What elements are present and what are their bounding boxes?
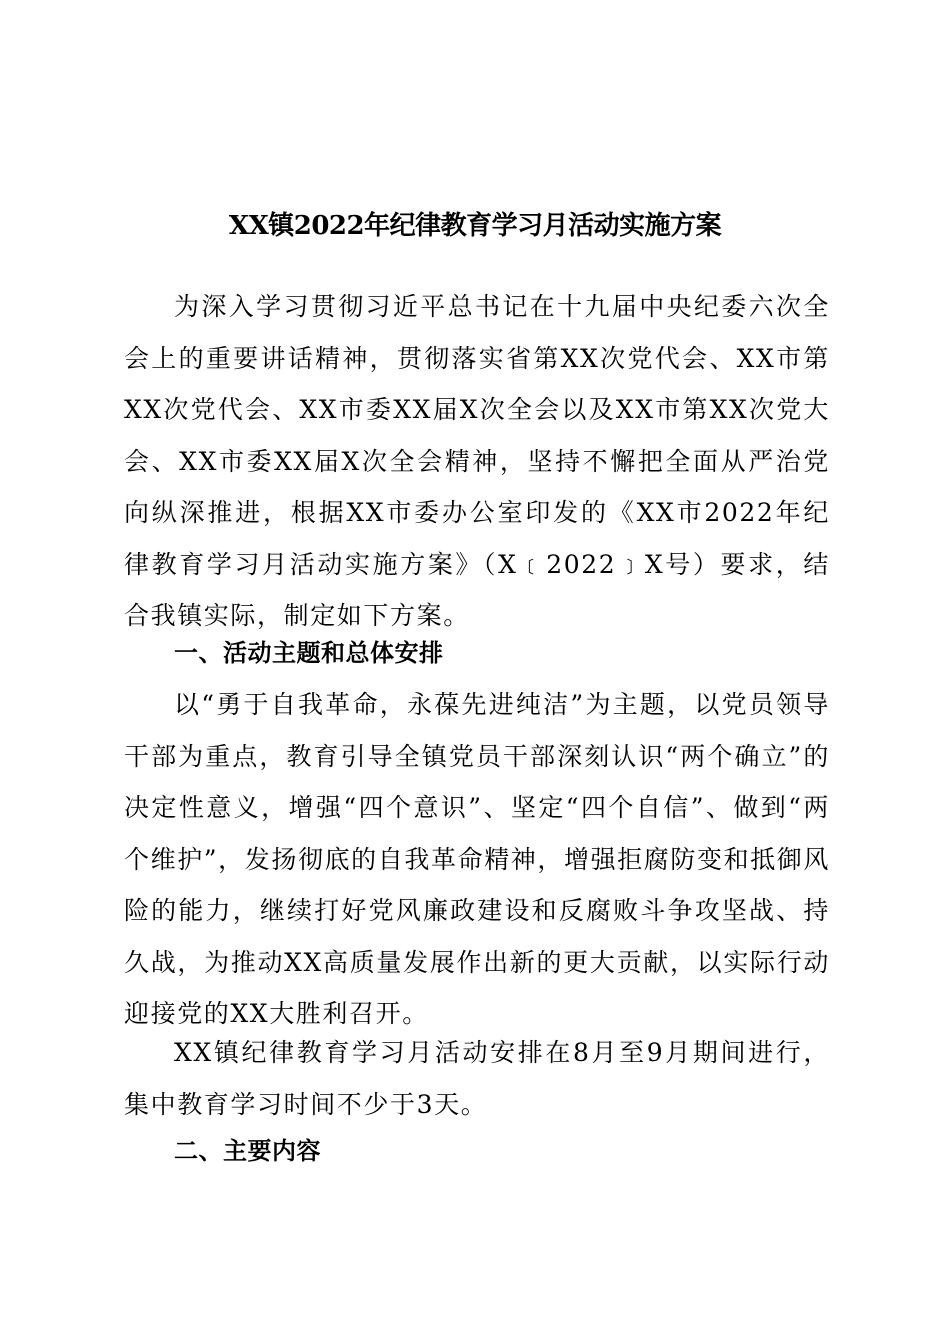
intro-paragraph: 为深入学习贯彻习近平总书记在十九届中央纪委六次全会上的重要讲话精神，贯彻落实省第XX次党代会、XX市第XX次党代会、XX市委XX届X次全会以及XX市第XX次党大会、XX市委XX届X次全会精神，坚持不懈把全面从严治党向纵深推进，根据XX市委办公室印发的《XX市2022年纪律教育学习月活动实施方案》（X﹝2022﹞X号）要求，结合我镇实际，制定如下方案。 xyxy=(124,292,830,630)
document-title: XX镇2022年纪律教育学习月活动实施方案 xyxy=(228,211,722,241)
section-paragraph-theme: 以“勇于自我革命，永葆先进纯洁”为主题，以党员领导干部为重点，教育引导全镇党员干部深刻认识“两个确立”的决定性意义，增强“四个意识”、坚定“四个自信”、做到“两个维护”，发扬彻底的自我革命精神，增强拒腐防变和抵御风险的能力，继续打好党风廉政建设和反腐败斗争攻坚战、持久战，为推动XX高质量发展作出新的更大贡献，以实际行动迎接党的XX大胜利召开。 xyxy=(124,690,830,1028)
section-heading-theme: 一、活动主题和总体安排 xyxy=(174,639,444,667)
section-heading-content: 二、主要内容 xyxy=(174,1137,321,1165)
section-paragraph-schedule: XX镇纪律教育学习月活动安排在8月至9月期间进行，集中教育学习时间不少于3天。 xyxy=(124,1038,830,1119)
